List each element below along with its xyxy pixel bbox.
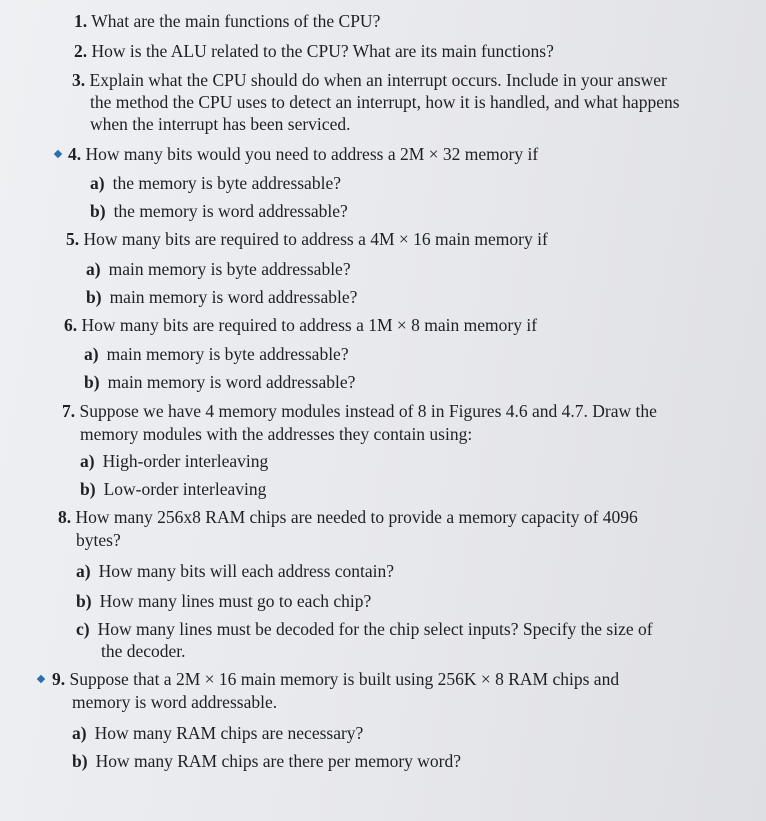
question-number: 8.: [58, 507, 72, 527]
part-label: a): [90, 173, 105, 193]
question-9: [52, 668, 619, 690]
bullet-icon: [54, 150, 62, 158]
question-8-part-c-line-2: [101, 640, 186, 662]
question-text-line-1: Explain what the CPU should do when an interrupt occurs. Include in your answer: [89, 70, 667, 90]
part-label: b): [80, 479, 96, 499]
bullet-icon: [37, 675, 45, 683]
part-text: main memory is byte addressable?: [108, 259, 351, 279]
question-4-part-b: [90, 200, 348, 222]
question-3-line-2: [90, 91, 680, 113]
part-label: c): [76, 619, 90, 639]
part-text: the memory is word addressable?: [113, 201, 348, 221]
question-number: 5.: [66, 229, 80, 249]
question-text-line-2: the method the CPU uses to detect an interrupt, how it is handled, and what happens: [90, 92, 680, 112]
part-label: a): [84, 344, 99, 364]
question-6-part-b: [84, 371, 355, 393]
question-8: [58, 506, 638, 528]
question-text-line-1: Suppose that a 2M × 16 main memory is built using 256K × 8 RAM chips and: [69, 669, 620, 689]
question-text: How is the ALU related to the CPU? What are its main functions?: [91, 41, 554, 61]
question-5-part-a: [86, 258, 351, 280]
question-number: 9.: [52, 669, 66, 689]
question-text-line-3: when the interrupt has been serviced.: [90, 114, 351, 134]
part-text: main memory is word addressable?: [107, 372, 356, 392]
question-text-line-1: Suppose we have 4 memory modules instead of 8 in Figures 4.6 and 4.7. Draw the: [79, 401, 657, 421]
question-8-line-2: [76, 529, 121, 551]
part-label: b): [84, 372, 100, 392]
question-text-line-2: memory modules with the addresses they contain using:: [80, 424, 473, 444]
question-number: 4.: [68, 144, 82, 164]
part-text: Low-order interleaving: [103, 479, 267, 499]
question-1: [74, 10, 380, 32]
part-label: a): [86, 259, 101, 279]
part-text: main memory is byte addressable?: [106, 344, 349, 364]
question-number: 3.: [72, 70, 86, 90]
question-text-line-2: bytes?: [76, 530, 121, 550]
part-label: b): [72, 751, 88, 771]
question-text: What are the main functions of the CPU?: [91, 11, 381, 31]
part-label: b): [86, 287, 102, 307]
part-label: a): [80, 451, 95, 471]
question-text: How many bits are required to address a 4M × 16 main memory if: [83, 229, 548, 249]
question-4-part-a: [90, 172, 341, 194]
question-number: 7.: [62, 401, 76, 421]
question-text-line-1: How many 256x8 RAM chips are needed to provide a memory capacity of 4096: [75, 507, 638, 527]
question-8-part-a: [76, 560, 394, 582]
question-text-line-2: memory is word addressable.: [72, 692, 278, 712]
part-text-line-1: How many lines must be decoded for the chip select inputs? Specify the size of: [97, 619, 653, 639]
question-8-part-b: [76, 590, 371, 612]
part-text: How many bits will each address contain?: [98, 561, 395, 581]
question-7-part-a: [80, 450, 268, 472]
question-text: How many bits would you need to address a 2M × 32 memory if: [85, 144, 539, 164]
question-6-part-a: [84, 343, 349, 365]
part-text: How many RAM chips are necessary?: [94, 723, 364, 743]
part-text: How many RAM chips are there per memory word?: [95, 751, 462, 771]
question-5: [66, 228, 548, 250]
question-9-line-2: [72, 691, 277, 713]
question-3-line-3: [90, 113, 350, 135]
question-5-part-b: [86, 286, 357, 308]
part-label: a): [76, 561, 91, 581]
question-text: How many bits are required to address a 1M × 8 main memory if: [81, 315, 538, 335]
question-2: [74, 40, 554, 62]
question-number: 2.: [74, 41, 88, 61]
question-9-part-b: [72, 750, 461, 772]
part-text: main memory is word addressable?: [109, 287, 358, 307]
question-number: 6.: [64, 315, 78, 335]
question-4: [68, 143, 538, 165]
question-8-part-c: [76, 618, 653, 640]
question-7-part-b: [80, 478, 266, 500]
part-label: a): [72, 723, 87, 743]
question-6: [64, 314, 537, 336]
question-7-line-2: [80, 423, 472, 445]
part-text: the memory is byte addressable?: [112, 173, 341, 193]
question-7: [62, 400, 657, 422]
part-text: High-order interleaving: [102, 451, 269, 471]
part-label: b): [76, 591, 92, 611]
question-9-part-a: [72, 722, 363, 744]
question-3: [72, 69, 667, 91]
part-text-line-2: the decoder.: [101, 641, 186, 661]
part-label: b): [90, 201, 106, 221]
part-text: How many lines must go to each chip?: [99, 591, 372, 611]
question-number: 1.: [74, 11, 88, 31]
